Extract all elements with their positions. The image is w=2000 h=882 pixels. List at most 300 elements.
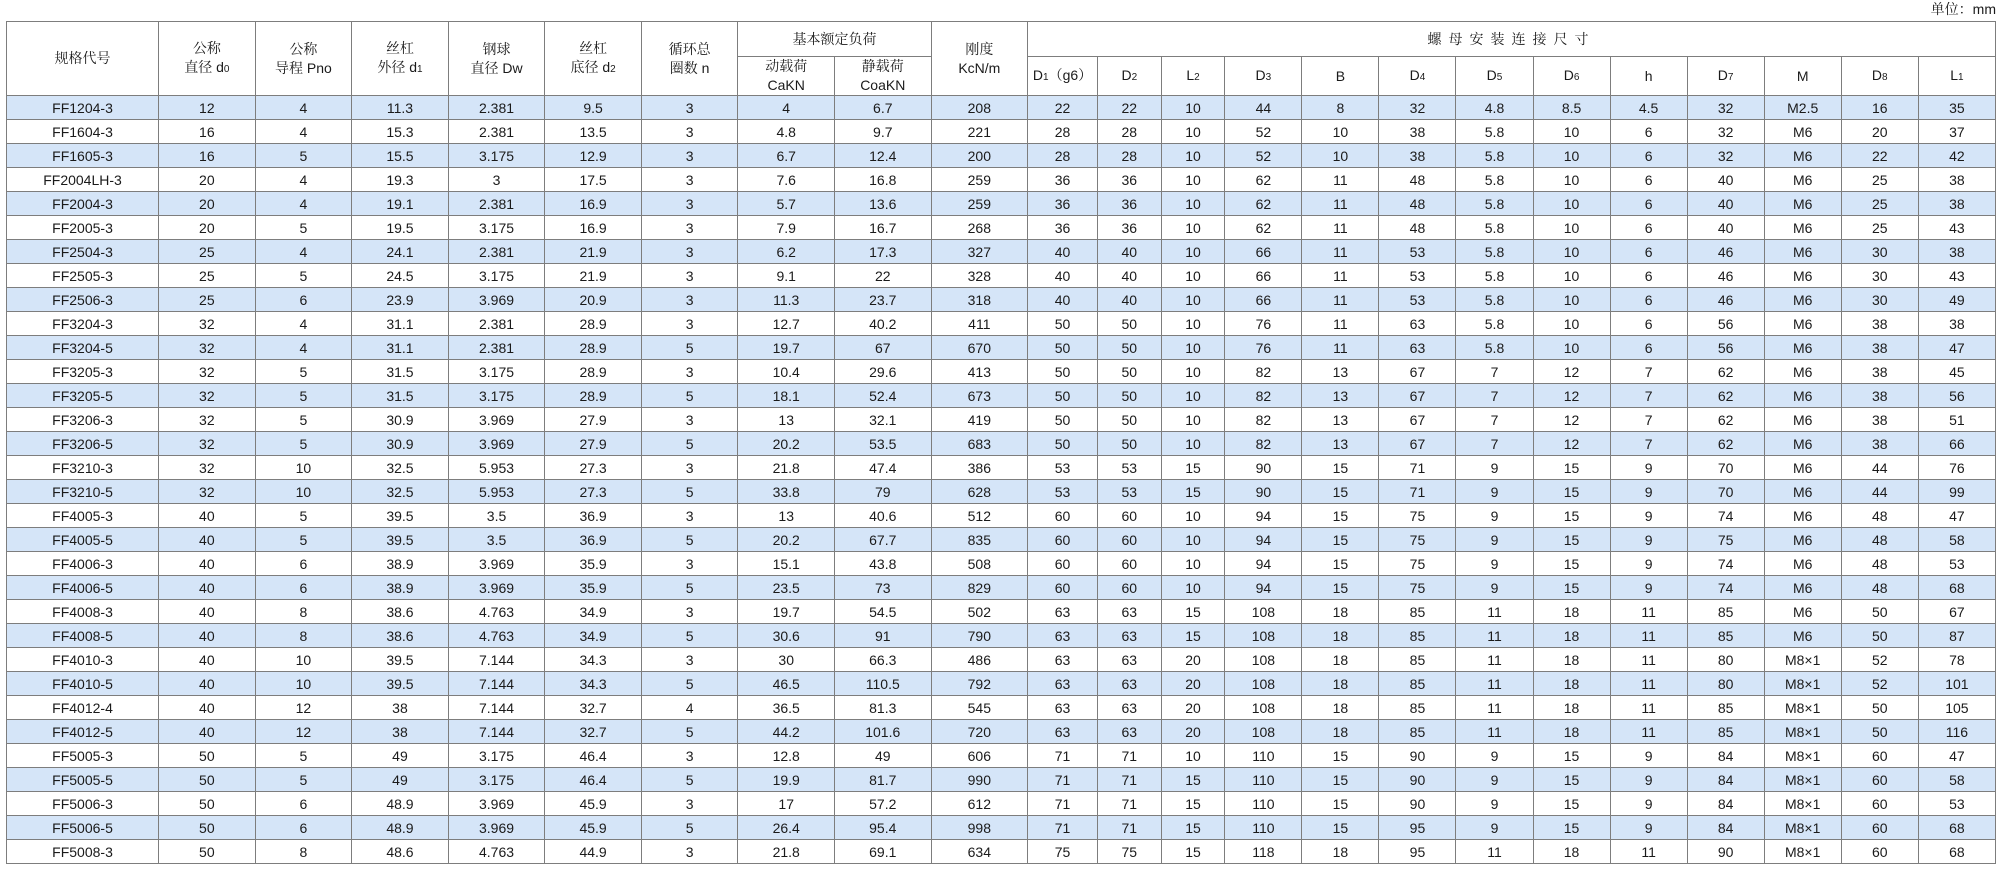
header-text: h xyxy=(1644,67,1653,84)
table-cell: 40 xyxy=(159,600,256,624)
table-cell: 33.8 xyxy=(738,480,835,504)
table-cell: 71 xyxy=(1028,768,1098,792)
table-cell: 38 xyxy=(1379,120,1456,144)
table-cell: 4 xyxy=(255,312,352,336)
header-nut-col xyxy=(1161,57,1225,96)
table-cell: 75 xyxy=(1379,504,1456,528)
table-cell: 3 xyxy=(641,312,738,336)
table-cell: 101 xyxy=(1918,672,1995,696)
table-cell: 74 xyxy=(1687,552,1764,576)
header-stiffness xyxy=(931,22,1028,96)
table-cell: 3.175 xyxy=(448,384,545,408)
table-cell: 28 xyxy=(1028,144,1098,168)
table-cell: 60 xyxy=(1097,576,1161,600)
table-cell: 4 xyxy=(255,192,352,216)
table-cell: 56 xyxy=(1687,312,1764,336)
table-cell: 720 xyxy=(931,720,1028,744)
table-cell: 94 xyxy=(1225,528,1302,552)
table-cell: 49 xyxy=(1918,288,1995,312)
table-cell: 52 xyxy=(1225,144,1302,168)
header-text: 丝杠 xyxy=(385,39,414,56)
table-cell: 32 xyxy=(1379,96,1456,120)
table-cell: 38 xyxy=(1918,168,1995,192)
table-cell: 9 xyxy=(1456,456,1533,480)
table-cell: 84 xyxy=(1687,744,1764,768)
table-cell: 12 xyxy=(159,96,256,120)
table-cell: 36 xyxy=(1097,168,1161,192)
table-cell: 38 xyxy=(1841,432,1918,456)
table-cell: 15.5 xyxy=(352,144,449,168)
model-cell: FF2004-3 xyxy=(7,192,159,216)
table-cell: 3.175 xyxy=(448,216,545,240)
table-cell: 27.9 xyxy=(545,432,642,456)
table-cell: 71 xyxy=(1028,744,1098,768)
model-cell: FF3204-5 xyxy=(7,336,159,360)
table-cell: M6 xyxy=(1764,264,1841,288)
model-cell: FF4012-4 xyxy=(7,696,159,720)
table-cell: 30 xyxy=(738,648,835,672)
table-cell: 43 xyxy=(1918,216,1995,240)
table-cell: 63 xyxy=(1028,696,1098,720)
table-cell: 43.8 xyxy=(834,552,931,576)
table-cell: 36.9 xyxy=(545,528,642,552)
table-cell: 2.381 xyxy=(448,240,545,264)
table-cell: 11 xyxy=(1302,288,1379,312)
table-cell: 38.6 xyxy=(352,624,449,648)
table-cell: 32 xyxy=(159,456,256,480)
table-cell: M8×1 xyxy=(1764,840,1841,864)
table-cell: 10 xyxy=(255,480,352,504)
table-cell: 95 xyxy=(1379,816,1456,840)
table-cell: 50 xyxy=(1028,432,1098,456)
header-subscript: 2 xyxy=(1131,71,1138,83)
table-cell: 9 xyxy=(1456,816,1533,840)
table-cell: 18 xyxy=(1302,672,1379,696)
table-cell: 21.8 xyxy=(738,840,835,864)
header-subscript: 7 xyxy=(1727,71,1734,83)
table-cell: 10 xyxy=(1161,192,1225,216)
table-cell: 17.5 xyxy=(545,168,642,192)
table-cell: 4 xyxy=(255,168,352,192)
table-cell: 94 xyxy=(1225,504,1302,528)
table-cell: 18 xyxy=(1533,696,1610,720)
table-cell: 4 xyxy=(255,96,352,120)
table-cell: M8×1 xyxy=(1764,768,1841,792)
table-cell: 53 xyxy=(1097,480,1161,504)
table-cell: 48 xyxy=(1379,216,1456,240)
table-cell: 66 xyxy=(1918,432,1995,456)
table-cell: 34.9 xyxy=(545,624,642,648)
table-cell: 12 xyxy=(1533,360,1610,384)
table-cell: 12 xyxy=(1533,384,1610,408)
table-cell: 99 xyxy=(1918,480,1995,504)
table-cell: 15 xyxy=(1161,840,1225,864)
table-cell: 67.7 xyxy=(834,528,931,552)
table-cell: 56 xyxy=(1687,336,1764,360)
table-cell: 5 xyxy=(255,144,352,168)
table-cell: 10 xyxy=(1161,288,1225,312)
table-cell: 39.5 xyxy=(352,528,449,552)
table-cell: 13.5 xyxy=(545,120,642,144)
table-cell: 4 xyxy=(738,96,835,120)
header-nut-col xyxy=(1225,57,1302,96)
table-cell: 12 xyxy=(255,720,352,744)
table-cell: 38 xyxy=(1841,336,1918,360)
table-cell: 11.3 xyxy=(738,288,835,312)
table-cell: 3.175 xyxy=(448,144,545,168)
table-cell: 28.9 xyxy=(545,336,642,360)
table-cell: 67 xyxy=(1918,600,1995,624)
table-cell: 18 xyxy=(1533,600,1610,624)
table-cell: 7 xyxy=(1610,432,1687,456)
table-cell: 13.6 xyxy=(834,192,931,216)
table-cell: 3.175 xyxy=(448,264,545,288)
table-row xyxy=(7,216,1996,240)
table-cell: 40 xyxy=(1687,216,1764,240)
table-cell: 63 xyxy=(1097,672,1161,696)
table-cell: 4.763 xyxy=(448,840,545,864)
table-cell: 15 xyxy=(1302,480,1379,504)
table-cell: 38.9 xyxy=(352,576,449,600)
table-cell: 328 xyxy=(931,264,1028,288)
table-cell: 21.8 xyxy=(738,456,835,480)
table-cell: 18 xyxy=(1302,696,1379,720)
table-cell: 85 xyxy=(1379,672,1456,696)
table-cell: 46.4 xyxy=(545,744,642,768)
table-cell: 512 xyxy=(931,504,1028,528)
table-cell: 90 xyxy=(1379,744,1456,768)
model-cell: FF5005-5 xyxy=(7,768,159,792)
table-cell: 9 xyxy=(1610,768,1687,792)
table-cell: 36 xyxy=(1097,216,1161,240)
model-cell: FF3206-3 xyxy=(7,408,159,432)
table-cell: 87 xyxy=(1918,624,1995,648)
table-cell: 15 xyxy=(1302,552,1379,576)
table-cell: 62 xyxy=(1225,168,1302,192)
model-cell: FF3210-5 xyxy=(7,480,159,504)
table-cell: M8×1 xyxy=(1764,744,1841,768)
header-nut-col xyxy=(1610,57,1687,96)
table-cell: 208 xyxy=(931,96,1028,120)
table-cell: 20 xyxy=(1841,120,1918,144)
table-cell: 62 xyxy=(1687,408,1764,432)
table-cell: 85 xyxy=(1687,624,1764,648)
table-cell: 9 xyxy=(1610,744,1687,768)
table-cell: 85 xyxy=(1687,696,1764,720)
table-cell: 6 xyxy=(255,576,352,600)
table-cell: 82 xyxy=(1225,408,1302,432)
header-subscript: 6 xyxy=(1573,71,1580,83)
table-cell: 19.9 xyxy=(738,768,835,792)
table-cell: 10 xyxy=(1533,144,1610,168)
table-cell: 3 xyxy=(641,168,738,192)
header-text: L xyxy=(1950,66,1958,83)
table-cell: 15 xyxy=(1533,552,1610,576)
table-cell: 78 xyxy=(1918,648,1995,672)
table-row xyxy=(7,696,1996,720)
table-cell: 60 xyxy=(1028,528,1098,552)
table-cell: 48 xyxy=(1379,192,1456,216)
table-cell: 60 xyxy=(1841,840,1918,864)
table-cell: 58 xyxy=(1918,768,1995,792)
table-cell: 38 xyxy=(352,720,449,744)
header-subscript: 3 xyxy=(1265,71,1272,83)
table-cell: 15 xyxy=(1533,792,1610,816)
table-cell: 11 xyxy=(1456,648,1533,672)
table-cell: 36 xyxy=(1028,192,1098,216)
table-cell: 6 xyxy=(255,816,352,840)
table-cell: 11 xyxy=(1610,648,1687,672)
table-cell: 108 xyxy=(1225,648,1302,672)
table-cell: 49 xyxy=(352,744,449,768)
table-cell: 28.9 xyxy=(545,384,642,408)
table-body xyxy=(7,96,1996,864)
table-cell: 16 xyxy=(159,144,256,168)
table-row xyxy=(7,264,1996,288)
table-cell: 25 xyxy=(159,288,256,312)
table-cell: 50 xyxy=(1028,408,1098,432)
table-cell: 70 xyxy=(1687,456,1764,480)
table-cell: 11 xyxy=(1302,192,1379,216)
table-cell: 91 xyxy=(834,624,931,648)
table-cell: 4 xyxy=(641,696,738,720)
table-cell: 31.1 xyxy=(352,336,449,360)
table-cell: 47 xyxy=(1918,504,1995,528)
table-cell: 3.175 xyxy=(448,768,545,792)
table-cell: 5 xyxy=(641,720,738,744)
table-cell: 7 xyxy=(1456,408,1533,432)
table-cell: 27.9 xyxy=(545,408,642,432)
table-cell: 3 xyxy=(641,144,738,168)
table-cell: 15 xyxy=(1533,456,1610,480)
table-cell: 9 xyxy=(1610,504,1687,528)
table-cell: 30 xyxy=(1841,264,1918,288)
table-cell: 6 xyxy=(1610,288,1687,312)
table-cell: 74 xyxy=(1687,576,1764,600)
header-text: D xyxy=(1486,66,1497,83)
table-cell: 18 xyxy=(1533,840,1610,864)
table-cell: 32 xyxy=(1687,120,1764,144)
table-cell: 2.381 xyxy=(448,120,545,144)
table-cell: 9.5 xyxy=(545,96,642,120)
table-cell: 46 xyxy=(1687,264,1764,288)
table-cell: 38 xyxy=(1918,192,1995,216)
table-cell: 110 xyxy=(1225,816,1302,840)
table-cell: 3 xyxy=(641,408,738,432)
table-cell: 21.9 xyxy=(545,240,642,264)
table-cell: 6.7 xyxy=(738,144,835,168)
header-text: 公称 xyxy=(192,39,221,56)
table-cell: 20 xyxy=(159,192,256,216)
table-cell: 11 xyxy=(1610,696,1687,720)
table-cell: 15 xyxy=(1161,624,1225,648)
table-cell: 7 xyxy=(1610,384,1687,408)
table-row xyxy=(7,744,1996,768)
table-cell: 105 xyxy=(1918,696,1995,720)
table-cell: 11 xyxy=(1456,720,1533,744)
header-text: 循环总 xyxy=(668,40,711,57)
table-cell: 84 xyxy=(1687,816,1764,840)
table-cell: 24.1 xyxy=(352,240,449,264)
table-cell: 6 xyxy=(1610,216,1687,240)
table-row xyxy=(7,144,1996,168)
table-cell: 3 xyxy=(641,744,738,768)
table-cell: 10 xyxy=(1161,576,1225,600)
table-cell: 47 xyxy=(1918,744,1995,768)
table-cell: M6 xyxy=(1764,216,1841,240)
table-cell: 5 xyxy=(255,216,352,240)
table-cell: 32 xyxy=(159,360,256,384)
table-cell: 46.4 xyxy=(545,768,642,792)
table-cell: 790 xyxy=(931,624,1028,648)
model-cell: FF1604-3 xyxy=(7,120,159,144)
table-cell: 48 xyxy=(1841,576,1918,600)
table-cell: 3.969 xyxy=(448,288,545,312)
table-cell: 2.381 xyxy=(448,96,545,120)
table-cell: 60 xyxy=(1841,744,1918,768)
table-cell: 45.9 xyxy=(545,816,642,840)
table-cell: 101.6 xyxy=(834,720,931,744)
table-cell: 9 xyxy=(1610,480,1687,504)
table-cell: 5 xyxy=(255,408,352,432)
table-cell: 50 xyxy=(1097,360,1161,384)
table-cell: 4.763 xyxy=(448,600,545,624)
table-cell: M6 xyxy=(1764,240,1841,264)
table-cell: 545 xyxy=(931,696,1028,720)
table-cell: 39.5 xyxy=(352,648,449,672)
header-subscript: 1 xyxy=(1043,71,1049,83)
table-cell: 52 xyxy=(1841,672,1918,696)
table-cell: 40 xyxy=(1097,288,1161,312)
table-cell: 38.6 xyxy=(352,600,449,624)
table-cell: 9 xyxy=(1456,744,1533,768)
table-cell: 16.7 xyxy=(834,216,931,240)
table-cell: 3 xyxy=(641,648,738,672)
table-cell: 40 xyxy=(159,624,256,648)
table-row xyxy=(7,288,1996,312)
table-cell: 38 xyxy=(1841,384,1918,408)
table-row xyxy=(7,192,1996,216)
header-text: D xyxy=(1032,66,1044,83)
table-cell: 15 xyxy=(1533,576,1610,600)
table-cell: 10 xyxy=(1161,552,1225,576)
model-cell: FF1605-3 xyxy=(7,144,159,168)
table-cell: 7.144 xyxy=(448,696,545,720)
table-cell: 10 xyxy=(1302,120,1379,144)
table-cell: M6 xyxy=(1764,600,1841,624)
table-cell: 3.969 xyxy=(448,792,545,816)
table-row xyxy=(7,840,1996,864)
table-cell: 27.3 xyxy=(545,480,642,504)
table-cell: 24.5 xyxy=(352,264,449,288)
table-cell: 8 xyxy=(255,840,352,864)
table-cell: 7 xyxy=(1456,360,1533,384)
table-cell: 18 xyxy=(1533,624,1610,648)
table-cell: 40 xyxy=(159,696,256,720)
table-cell: 45 xyxy=(1918,360,1995,384)
table-cell: 28 xyxy=(1097,144,1161,168)
table-cell: 79 xyxy=(834,480,931,504)
table-cell: 31.1 xyxy=(352,312,449,336)
table-cell: 71 xyxy=(1028,792,1098,816)
table-cell: 40 xyxy=(159,648,256,672)
table-cell: 13 xyxy=(1302,408,1379,432)
table-cell: 11 xyxy=(1302,240,1379,264)
table-cell: 259 xyxy=(931,168,1028,192)
table-cell: 9 xyxy=(1456,792,1533,816)
table-cell: 15 xyxy=(1533,744,1610,768)
table-cell: 502 xyxy=(931,600,1028,624)
table-row xyxy=(7,480,1996,504)
table-cell: 10 xyxy=(1161,432,1225,456)
header-subscript: 2 xyxy=(1194,71,1200,83)
table-cell: 13 xyxy=(1302,360,1379,384)
table-cell: 53.5 xyxy=(834,432,931,456)
model-cell: FF3205-3 xyxy=(7,360,159,384)
table-cell: 3 xyxy=(641,96,738,120)
table-cell: 31.5 xyxy=(352,384,449,408)
table-cell: 10 xyxy=(1161,360,1225,384)
table-cell: 63 xyxy=(1097,720,1161,744)
table-cell: 60 xyxy=(1097,552,1161,576)
table-cell: 70 xyxy=(1687,480,1764,504)
table-cell: 10 xyxy=(1161,408,1225,432)
table-cell: 20 xyxy=(159,168,256,192)
header-text: D xyxy=(1121,66,1132,83)
table-cell: 5 xyxy=(641,672,738,696)
table-cell: 38 xyxy=(1841,360,1918,384)
table-cell: 6 xyxy=(1610,312,1687,336)
model-cell: FF2506-3 xyxy=(7,288,159,312)
table-cell: 5.8 xyxy=(1456,168,1533,192)
header-text: 导程 Pno xyxy=(274,59,332,76)
table-cell: 108 xyxy=(1225,672,1302,696)
header-rated-load-group: 基本额定负荷 xyxy=(738,22,931,57)
table-cell: 26.4 xyxy=(738,816,835,840)
table-cell: 10 xyxy=(1161,120,1225,144)
table-cell: 5 xyxy=(641,816,738,840)
table-cell: 51 xyxy=(1918,408,1995,432)
table-cell: 53 xyxy=(1379,240,1456,264)
table-cell: 15 xyxy=(1302,792,1379,816)
table-cell: 34.3 xyxy=(545,648,642,672)
table-row xyxy=(7,96,1996,120)
table-cell: 50 xyxy=(1841,720,1918,744)
table-cell: 20.2 xyxy=(738,528,835,552)
table-cell: 3.175 xyxy=(448,360,545,384)
table-cell: 34.9 xyxy=(545,600,642,624)
table-cell: 10 xyxy=(1533,192,1610,216)
table-cell: 3 xyxy=(641,456,738,480)
table-cell: 13 xyxy=(738,408,835,432)
table-cell: 85 xyxy=(1379,696,1456,720)
table-cell: M2.5 xyxy=(1764,96,1841,120)
table-cell: 30.6 xyxy=(738,624,835,648)
table-cell: 45.9 xyxy=(545,792,642,816)
table-cell: 38.9 xyxy=(352,552,449,576)
table-cell: 5.8 xyxy=(1456,216,1533,240)
table-cell: 62 xyxy=(1687,384,1764,408)
table-cell: 5 xyxy=(255,528,352,552)
table-cell: 60 xyxy=(1097,528,1161,552)
table-cell: 11 xyxy=(1610,600,1687,624)
table-cell: 18 xyxy=(1302,720,1379,744)
table-cell: 20 xyxy=(159,216,256,240)
table-cell: 792 xyxy=(931,672,1028,696)
table-cell: 44.2 xyxy=(738,720,835,744)
table-cell: 8.5 xyxy=(1533,96,1610,120)
table-cell: 15 xyxy=(1533,768,1610,792)
